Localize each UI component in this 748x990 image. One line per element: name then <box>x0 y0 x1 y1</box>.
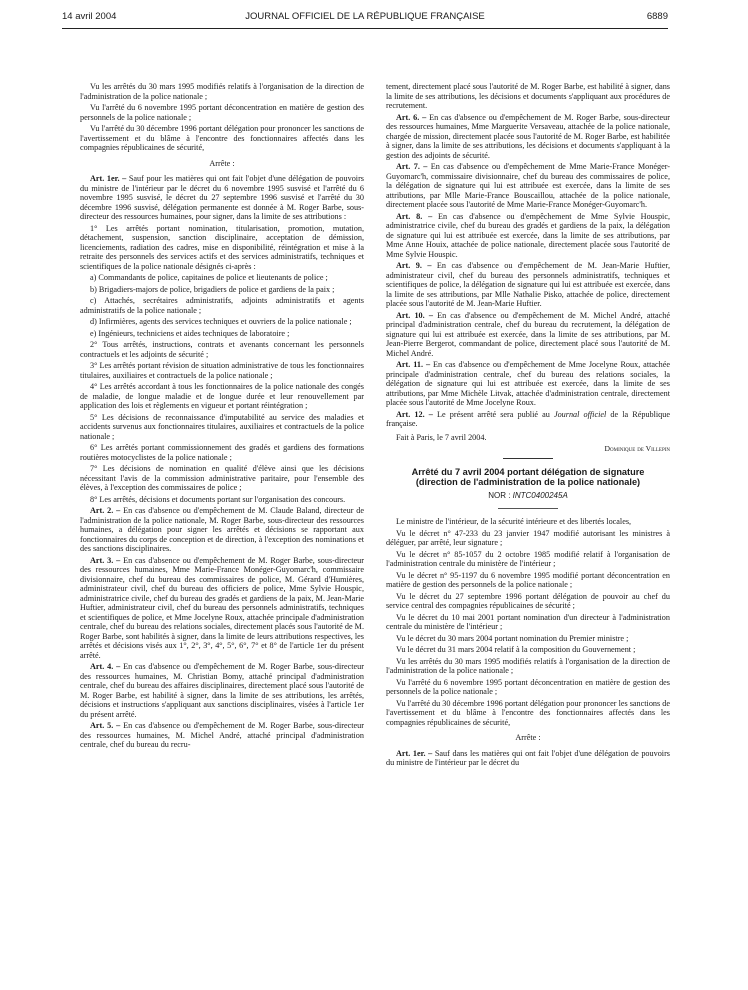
visa-paragraph: Vu le décret du 31 mars 2004 relatif à la composition du Gouvernement ; <box>396 645 636 654</box>
article-text: Sauf dans les matières qui ont fait l'objet d'une délégation de pouvoirs du ministre de l'intérieur par le décret du <box>386 748 670 767</box>
list-item: d) Infirmières, agents des services techniques et ouvriers de la police nationale ; <box>90 317 352 326</box>
article-text: Le présent arrêté sera publié au <box>437 409 554 419</box>
article-3 <box>80 556 364 661</box>
article-label: Art. 1er. – <box>396 748 433 758</box>
article-7 <box>386 162 670 210</box>
list-item: c) Attachés, secrétaires administratifs, adjoints administratifs et agents administratifs de la police nationale ; <box>80 296 364 315</box>
list-item: 6° Les arrêtés portant commissionnement des gradés et gardiens des formations routières motocyclistes de la police nationale ; <box>80 443 364 462</box>
article-label: Art. 9. – <box>396 261 432 270</box>
visa-paragraph: Vu les arrêtés du 30 mars 1995 modifiés relatifs à l'organisation de la direction de l'administration de la police nationale ; <box>80 82 364 101</box>
arrete-heading: Arrête : <box>209 158 235 168</box>
article-text: En cas d'absence ou d'empêchement de Mme Jocelyne Roux, attachée principale d'administration centrale, chef du bureau des relations sociales, la délégation de signature qui lui est attribuée est exercée, dans la limite de ses attributions, par Mme Michèle Litvak, attachée d'administration centrale, directement placée sous l'autorité de Mme Jocelyne Roux. <box>386 360 670 407</box>
visa-paragraph: Vu le décret n° 85-1057 du 2 octobre 1985 modifié relatif à l'organisation de l'administration centrale du ministère de l'intérieur ; <box>386 549 670 568</box>
list-item: 8° Les arrêtés, décisions et documents portant sur l'organisation des concours. <box>90 494 346 504</box>
article-text: de la République française. <box>386 409 670 428</box>
article-5 <box>80 721 364 750</box>
article-6 <box>386 113 670 161</box>
list-item: b) Brigadiers-majors de police, brigadiers de police et gardiens de la paix ; <box>90 284 335 294</box>
article-9 <box>386 261 670 309</box>
article-1 <box>80 174 364 222</box>
visa-paragraph: Vu l'arrêté du 6 novembre 1995 portant déconcentration en matière de gestion des personnels de la police nationale ; <box>386 677 670 696</box>
article-label: Art. 7. – <box>396 162 428 171</box>
nor-separator <box>498 508 558 509</box>
section-separator <box>503 458 553 459</box>
article-text: En cas d'absence ou d'empêchement de M. Claude Baland, directeur de l'administration de la police nationale, M. Roger Barbe, sous-directeur des ressources humaines, a délégation pour signer les arrêtés et décisions se rapportant aux fonctionnaires du corps de conception et de direction, à l'exception des nominations et des sanctions disciplinaires. <box>80 506 364 553</box>
journal-officiel-italic: Journal officiel <box>553 409 607 419</box>
header-journal-title: JOURNAL OFFICIEL DE LA RÉPUBLIQUE FRANÇAISE <box>245 11 485 22</box>
article-text: En cas d'absence ou d'empêchement de M. Roger Barbe, sous-directeur des ressources humaines, M. Michel André, attaché principal d'administration centrale, chef du bureau du recru- <box>80 721 365 749</box>
fait-a-paris: Fait à Paris, le 7 avril 2004. <box>396 432 487 442</box>
nor-label: NOR : <box>488 490 513 500</box>
article-2 <box>80 506 364 554</box>
article-text: En cas d'absence ou d'empêchement de M. Michel André, attaché principal d'administration centrale, chef du bureau du recrutement, la délégation de signature qui lui est attribuée est exercée, dans la limite de ses attributions, par M. Jean-Pierre Bergerot, commandant de police, directement placé sous l'autorité de M. Michel André. <box>386 310 670 358</box>
list-item: a) Commandants de police, capitaines de police et lieutenants de police ; <box>90 273 328 282</box>
visa-paragraph: Vu le décret du 27 septembre 1996 portant délégation de pouvoir au chef du service central des compagnies républicaines de sécurité ; <box>386 591 670 610</box>
header-rule <box>62 28 668 29</box>
list-item: 7° Les décisions de nomination en qualité d'élève ainsi que les décisions nécessitant l'avis de la commission administrative paritaire, pour l'ensemble des élèves, à l'exception des commissaires de police ; <box>80 464 364 492</box>
list-item: 3° Les arrêtés portant révision de situation administrative de tous les fonctionnaires titulaires, auxiliaires et contractuels de la police nationale ; <box>80 361 364 380</box>
visa-paragraph: Vu l'arrêté du 30 décembre 1996 portant délégation pour prononcer les sanctions de l'avertissement et du blâme à l'encontre des fonctionnaires affectés dans les compagnies républicaines de sécurité, <box>386 698 670 727</box>
visa-paragraph: Vu le décret n° 95-1197 du 6 novembre 1995 modifié portant déconcentration en matière de gestion des personnels de la police nationale ; <box>386 570 670 589</box>
list-item: 2° Tous arrêtés, instructions, contrats et avenants concernant les personnels contractuels et les adjoints de sécurité ; <box>80 340 364 359</box>
nor-code: INTC0400245A <box>512 490 568 500</box>
list-item: e) Ingénieurs, techniciens et aides techniques de laboratoire ; <box>90 328 290 338</box>
article-label: Art. 11. – <box>396 360 431 369</box>
list-item: 5° Les décisions de reconnaissance d'imputabilité au service des maladies et accidents survenus aux fonctionnaires titulaires, auxiliaires et contractuels de la police nationale ; <box>80 412 364 441</box>
article-text: Sauf pour les matières qui ont fait l'objet d'une délégation de pouvoirs du ministre de l'intérieur par le décret du 6 novembre 1995 susvisé et l'arrêté du 6 novembre 1995 susvisé, le décret du 27 septembre 1996 susvisé et l'arrêté du 30 décembre 1996 susvisé, délégation permanente est donnée à M. Roger Barbe, sous-directeur des ressources humaines, pour signer, dans la limite de ses attributions : <box>80 174 364 221</box>
article-text: En cas d'absence ou d'empêchement de Mme Sylvie Houspic, administratrice civile, chef du bureau des gradés et gardiens de la paix, la délégation de signature qui lui est attribuée est exercée, dans la limite de ses attributions, par Mme Anne Houix, attachée de police nationale, directement placée sous l'autorité de Mme Sylvie Houspic. <box>386 211 670 259</box>
article-label: Art. 10. – <box>396 310 433 320</box>
left-column <box>80 82 364 752</box>
article-text: En cas d'absence ou d'empêchement de M. Roger Barbe, sous-directeur des ressources humaines, Mme Marguerite Versaveau, attachée de la police nationale, chargée de mission, directement placée sous l'autorité de M. Roger Barbe, est habilitée à signer, dans la limite de ses attributions, les décisions et documents s'appliquant à la gestion des adjoints de sécurité. <box>386 112 671 160</box>
article-8 <box>386 212 670 260</box>
continuation-paragraph: tement, directement placé sous l'autorité de M. Roger Barbe, est habilité à signer, dans la limite de ses attributions, les décisions et documents s'appliquant aux procédures de recrutement. <box>386 82 670 110</box>
visa-paragraph: Le ministre de l'intérieur, de la sécurité intérieure et des libertés locales, <box>396 517 632 526</box>
article-label: Art. 6. – <box>396 112 427 122</box>
header-page-number: 6889 <box>646 11 668 22</box>
article-10 <box>386 311 670 359</box>
visa-paragraph: Vu l'arrêté du 6 novembre 1995 portant déconcentration en matière de gestion des personnels de la police nationale ; <box>80 103 364 122</box>
visa-paragraph: Vu l'arrêté du 30 décembre 1996 portant délégation pour prononcer les sanctions de l'avertissement et du blâme à l'encontre des fonctionnaires affectés dans les compagnies républicaines de sécurité, <box>80 124 364 152</box>
visa-paragraph: Vu les arrêtés du 30 mars 1995 modifiés relatifs à l'organisation de la direction de l'administration de la police nationale ; <box>386 656 670 675</box>
right-column <box>386 82 670 770</box>
article-label: Art. 12. – <box>396 409 433 419</box>
article-12 <box>386 410 670 429</box>
article-label: Art. 5. – <box>90 721 121 730</box>
article-text: En cas d'absence ou d'empêchement de M. Roger Barbe, sous-directeur des ressources humaines, M. Christian Bomy, attaché principal d'administration centrale, chef du bureau des affaires disciplinaires, directement placé sous l'autorité de M. Roger Barbe, est habilité à signer, dans la limite de ses attributions, les arrêtés, décisions et instructions s'appliquant aux sanctions disciplinaires, visées à l'article 1er du présent arrêté. <box>80 662 365 719</box>
article-label: Art. 2. – <box>90 506 121 515</box>
article-label: Art. 1er. – <box>90 174 127 183</box>
article-11 <box>386 360 670 408</box>
list-item: 1° Les arrêtés portant nomination, titularisation, promotion, mutation, détachement, suspension, sanction disciplinaire, acceptation de démission, licenciements, radiation des cadres, mise en disponibilité, réintégration et mise à la retraite des personnels des services actifs et des services administratifs, techniques et scientifiques de la police nationale désignés ci-après : <box>80 223 364 271</box>
page-header <box>62 8 668 24</box>
article-text: En cas d'absence ou d'empêchement de M. Jean-Marie Huftier, administrateur civil, chef du bureau des personnels administratifs, techniques et scientifiques de police, la délégation de signature qui lui est attribuée est exercée, dans la limite de ses attributions, par Mlle Nathalie Pisko, attachée de police, directement placée sous l'autorité de M. Jean-Marie Huftier. <box>386 261 670 308</box>
article-label: Art. 4. – <box>90 662 121 671</box>
arrete-title: Arrêté du 7 avril 2004 portant délégation de signature (direction de l'administration de la police nationale) <box>411 466 645 487</box>
signature: Dominique de Villepin <box>604 444 670 453</box>
article-text: En cas d'absence ou d'empêchement de Mme Marie-France Monéger-Guyomarc'h, commissaire divisionnaire, chef du bureau des commissaires de police, la délégation de signature qui lui est attribuée est exercée, dans la limite de ses attributions, par Mlle Marie-France Bouscaillou, attachée de la police nationale, directement placée sous l'autorité de Mme Marie-France Monéger-Guyomarc'h. <box>386 162 670 209</box>
article-label: Art. 8. – <box>396 211 433 221</box>
list-item: 4° Les arrêtés accordant à tous les fonctionnaires de la police nationale des congés de maladie, de longue maladie et de longue durée et leur renouvellement par application des lois et règlements en vigueur et portant réintégration ; <box>80 382 364 410</box>
visa-paragraph: Vu le décret n° 47-233 du 23 janvier 1947 modifié autorisant les ministres à déléguer, par arrêté, leur signature ; <box>386 528 670 547</box>
arrete-heading: Arrête : <box>515 733 541 742</box>
header-date: 14 avril 2004 <box>62 11 117 22</box>
nor-reference <box>386 491 670 501</box>
article-1 <box>386 749 670 768</box>
article-4 <box>80 662 364 719</box>
visa-paragraph: Vu le décret du 30 mars 2004 portant nomination du Premier ministre ; <box>396 633 629 643</box>
article-text: En cas d'absence ou d'empêchement de M. Roger Barbe, sous-directeur des ressources humaines, Mme Marie-France Monéger-Guyomarc'h, commissaire divisionnaire, chef du bureau des commissaires de police, M. Gérard d'Humières, administrateur civil, chef du bureau des officiers de police, Mme Sylvie Houspic, administratrice civile, chef du bureau des gradés et gardiens de la paix, M. Jean-Marie Huftier, administrateur civil, chef du bureau des personnels administratifs, techniques et scientifiques de police, et Mme Jocelyne Roux, attachée principale d'administration centrale, chef du bureau des relations sociales, directement placés sous l'autorité de M. Roger Barbe, sont habilités à signer, dans la limite de leurs attributions respectives, les arrêtés et décisions visés aux 1°, 2°, 3°, 4°, 5°, 6°, 7° et 8° de l'article 1er du présent arrêté. <box>80 555 365 660</box>
visa-paragraph: Vu le décret du 10 mai 2001 portant nomination d'un directeur à l'administration centrale du ministère de l'intérieur ; <box>386 612 670 631</box>
article-label: Art. 3. – <box>90 555 121 565</box>
